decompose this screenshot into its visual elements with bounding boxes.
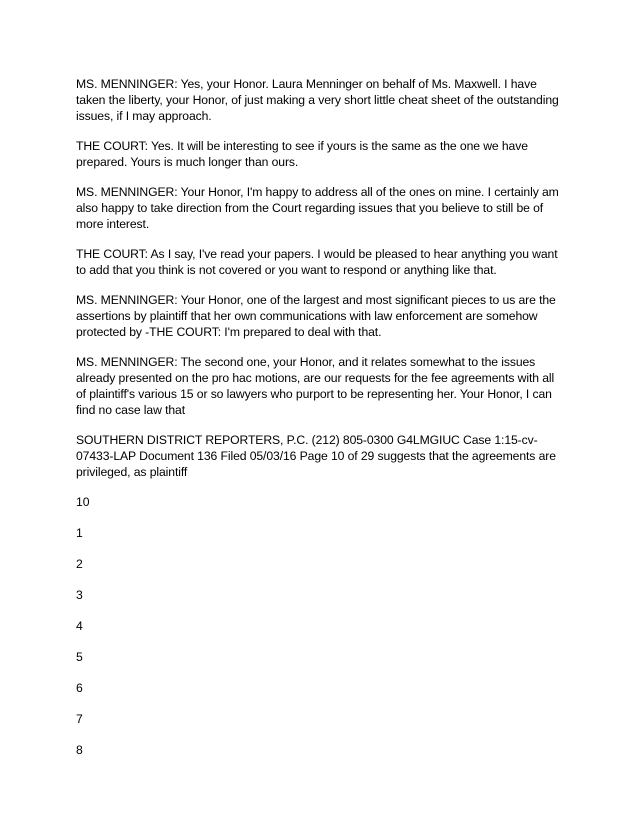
reporter-footer-paragraph: SOUTHERN DISTRICT REPORTERS, P.C. (212) 805-0300 G4LMGIUC Case 1:15-cv-07433-LAP Document 136 Filed 05/03/16 Page 10 of 29 suggests that the agreements are privileged, as plaintiff	[76, 433, 556, 479]
transcript-paragraph: THE COURT: Yes. It will be interesting to see if yours is the same as the one we have prepared. Yours is much longer than ours.	[76, 139, 528, 169]
line-number: 1	[76, 526, 83, 540]
line-number-list	[76, 494, 566, 758]
transcript-paragraph: MS. MENNINGER: Yes, your Honor. Laura Menninger on behalf of Ms. Maxwell. I have taken the liberty, your Honor, of just making a very short little cheat sheet of the outstanding issues, if I may approach.	[76, 77, 559, 123]
line-number: 2	[76, 557, 83, 571]
transcript-paragraph: MS. MENNINGER: Your Honor, I'm happy to address all of the ones on mine. I certainly am also happy to take direction from the Court regarding issues that you believe to still be of more interest.	[76, 185, 559, 231]
line-number: 8	[76, 743, 83, 757]
line-number: 5	[76, 650, 83, 664]
line-number: 10	[76, 495, 90, 509]
transcript-page	[76, 76, 566, 773]
line-number: 7	[76, 712, 83, 726]
line-number: 3	[76, 588, 83, 602]
transcript-paragraph: THE COURT: As I say, I've read your papers. I would be pleased to hear anything you want to add that you think is not covered or you want to respond or anything like that.	[76, 247, 558, 277]
line-number: 4	[76, 619, 83, 633]
transcript-paragraph: MS. MENNINGER: Your Honor, one of the largest and most significant pieces to us are the assertions by plaintiff that her own communications with law enforcement are somehow protected by -THE COURT: I'm prepared to deal with that.	[76, 293, 556, 339]
transcript-paragraph: MS. MENNINGER: The second one, your Honor, and it relates somewhat to the issues already presented on the pro hac motions, are our requests for the fee agreements with all of plaintiff's various 15 or so lawyers who purport to be representing her. Your Honor, I can find no case law that	[76, 355, 555, 417]
line-number: 6	[76, 681, 83, 695]
